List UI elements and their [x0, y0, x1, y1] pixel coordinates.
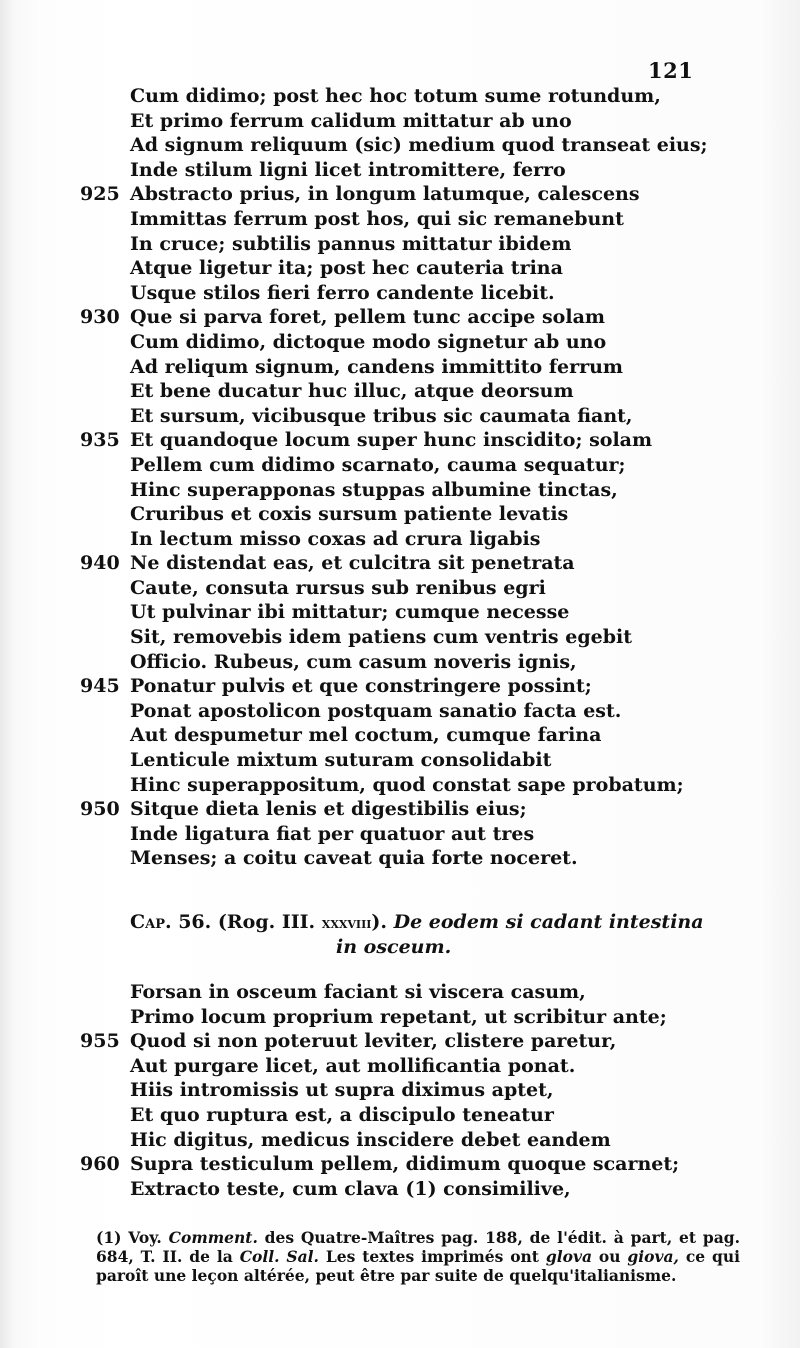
verse-text: Et bene ducatur huc illuc, atque deorsum	[130, 380, 574, 403]
verse-line	[0, 723, 800, 748]
verse-number: 955	[80, 1030, 120, 1053]
verse-number: 935	[80, 429, 120, 452]
verse-number: 960	[80, 1153, 120, 1176]
verse-line	[0, 600, 800, 625]
chapter-roman: xxxviii	[321, 913, 372, 932]
verse-text: Inde stilum ligni licet intromittere, ferro	[130, 158, 566, 181]
verse-line	[0, 1005, 800, 1030]
verse-text: Aut purgare licet, aut mollificantia ponat.	[130, 1054, 576, 1077]
verse-text: Usque stilos fieri ferro candente licebit.	[130, 281, 555, 304]
verse-text: Cum didimo; post hec hoc totum sume rotundum,	[130, 85, 661, 107]
verse-number: 925	[80, 183, 120, 206]
verse-line	[0, 158, 800, 183]
verse-line	[0, 1054, 800, 1079]
verse-text: Ponatur pulvis et que constringere possint;	[130, 675, 592, 698]
verse-line	[0, 133, 800, 158]
verse-line	[0, 822, 800, 847]
verse-line	[0, 404, 800, 429]
verse-number: 945	[80, 675, 120, 698]
verse-text: Quod si non poteruut leviter, clistere paretur,	[130, 1030, 617, 1053]
chapter-title: De eodem si cadant intestina	[393, 911, 704, 933]
verse-text: Sitque dieta lenis et digestibilis eius;	[130, 798, 527, 821]
chapter-title-continued: in osceum.	[336, 936, 452, 958]
verse-text: Cruribus et coxis sursum patiente levatis	[130, 503, 569, 526]
verse-line	[0, 428, 800, 453]
verse-number: 930	[80, 306, 120, 329]
verse-text: Atque ligetur ita; post hec cauteria trina	[130, 257, 563, 280]
verse-line	[0, 1103, 800, 1128]
verse-line	[0, 232, 800, 257]
verse-line	[0, 207, 800, 232]
verse-line	[0, 1152, 800, 1177]
verse-line	[0, 551, 800, 576]
verse-text: Supra testiculum pellem, didimum quoque scarnet;	[130, 1153, 680, 1176]
verse-text: Hic digitus, medicus inscidere debet eandem	[130, 1128, 611, 1151]
verse-line	[0, 650, 800, 675]
verse-line	[0, 478, 800, 503]
verse-text: Et quandoque locum super hunc inscidito; solam	[130, 429, 653, 452]
verse-text: Et sursum, vicibusque tribus sic caumata fiant,	[130, 404, 633, 427]
footnote-text-3: ce qui paroît une leçon altérée, peut être par suite de quelqu'italianisme.	[96, 1247, 741, 1285]
verse-text: Inde ligatura fiat per quatuor aut tres	[130, 822, 535, 845]
verse-text: Extracto teste, cum clava (1) consimilive,	[130, 1177, 571, 1200]
footnote-mark: (1) Voy.	[96, 1228, 162, 1247]
verse-line	[0, 330, 800, 355]
verse-block-b	[0, 980, 800, 1201]
verse-line	[0, 748, 800, 773]
verse-text: Aut despumetur mel coctum, cumque farina	[130, 724, 602, 747]
page-number: 121	[648, 58, 694, 83]
footnote	[96, 1228, 740, 1285]
verse-line	[0, 355, 800, 380]
verse-line	[0, 674, 800, 699]
footnote-comment: Comment.	[168, 1228, 258, 1247]
verse-line	[0, 1078, 800, 1103]
verse-number: 950	[80, 798, 120, 821]
verse-line	[0, 453, 800, 478]
verse-line	[0, 846, 800, 871]
footnote-glova: glova	[545, 1247, 592, 1266]
verse-text: Cum didimo, dictoque modo signetur ab uno	[130, 330, 607, 353]
verse-line	[0, 576, 800, 601]
verse-text: Et primo ferrum calidum mittatur ab uno	[130, 109, 572, 132]
verse-text: In lectum misso coxas ad crura ligabis	[130, 527, 541, 550]
verse-line	[0, 502, 800, 527]
verse-line	[0, 305, 800, 330]
verse-line	[0, 109, 800, 134]
verse-line	[0, 699, 800, 724]
verse-line	[0, 527, 800, 552]
chapter-number: Cap. 56.	[130, 911, 212, 933]
verse-text: Immittas ferrum post hos, qui sic remanebunt	[130, 207, 624, 230]
verse-text: Ad signum reliquum (sic) medium quod transeat eius;	[130, 134, 708, 157]
chapter-heading	[130, 910, 750, 959]
verse-line	[0, 1029, 800, 1054]
verse-line	[0, 773, 800, 798]
footnote-coll: Coll. Sal.	[239, 1247, 319, 1266]
verse-text: Ut pulvinar ibi mittatur; cumque necesse	[130, 601, 570, 624]
verse-text: Que si parva foret, pellem tunc accipe solam	[130, 306, 605, 329]
chapter-rog: (Rog. III.	[217, 911, 316, 933]
verse-text: Hinc superappositum, quod constat sape probatum;	[130, 773, 684, 796]
verse-text: Hiis intromissis ut supra diximus aptet,	[130, 1079, 554, 1102]
footnote-text-1: des Quatre-Maîtres pag. 188, de l'édit. à part, et pag. 684, T. II. de la	[96, 1228, 741, 1266]
verse-line	[0, 980, 800, 1005]
verse-text: Abstracto prius, in longum latumque, calescens	[130, 183, 640, 206]
footnote-text-2: Les textes imprimés ont	[325, 1247, 539, 1266]
verse-text: Ponat apostolicon postquam sanatio facta est.	[130, 699, 622, 722]
verse-text: Primo locum proprium repetant, ut scribitur ante;	[130, 1005, 667, 1028]
verse-line	[0, 797, 800, 822]
verse-text: Menses; a coitu caveat quia forte noceret.	[130, 847, 578, 870]
verse-text: Forsan in osceum faciant si viscera casum,	[130, 981, 586, 1003]
verse-text: Lenticule mixtum suturam consolidabit	[130, 749, 552, 772]
verse-line	[0, 625, 800, 650]
verse-line	[0, 379, 800, 404]
verse-text: Et quo ruptura est, a discipulo teneatur	[130, 1103, 554, 1126]
verse-number: 940	[80, 552, 120, 575]
verse-line	[0, 182, 800, 207]
verse-text: Sit, removebis idem patiens cum ventris egebit	[130, 626, 632, 649]
verse-text: Caute, consuta rursus sub renibus egri	[130, 576, 546, 599]
verse-line	[0, 84, 800, 109]
verse-text: Ne distendat eas, et culcitra sit penetrata	[130, 552, 575, 575]
verse-text: Ad reliqum signum, candens immittito ferrum	[130, 355, 624, 378]
verse-line	[0, 256, 800, 281]
footnote-giova: giova,	[627, 1247, 679, 1266]
verse-text: Hinc superapponas stuppas albumine tinctas,	[130, 478, 618, 501]
footnote-ou: ou	[598, 1247, 621, 1266]
verse-line	[0, 1128, 800, 1153]
verse-text: Pellem cum didimo scarnato, cauma sequatur;	[130, 453, 626, 476]
verse-line	[0, 1177, 800, 1202]
chapter-close: ).	[371, 911, 387, 933]
verse-line	[0, 281, 800, 306]
verse-block-a	[0, 84, 800, 871]
verse-text: In cruce; subtilis pannus mittatur ibidem	[130, 232, 572, 255]
verse-text: Officio. Rubeus, cum casum noveris ignis,	[130, 650, 577, 673]
